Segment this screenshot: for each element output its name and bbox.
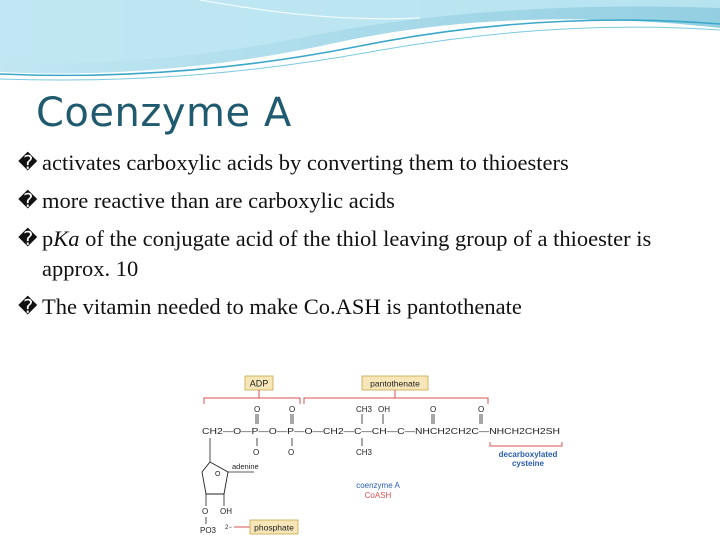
ribose-ring [202, 462, 228, 494]
oh-label: OH [378, 405, 390, 414]
ribose-oh-label: OH [220, 507, 232, 516]
po3-label: PO3 [200, 526, 217, 535]
bullet-text: The vitamin needed to make Co.ASH is pantothenate [42, 294, 522, 319]
adp-label: ADP [249, 378, 269, 389]
bullet-item [18, 224, 698, 284]
cysteine-label: cysteine [511, 459, 545, 468]
bullet-text: more reactive than are carboxylic acids [42, 188, 395, 213]
bullet-text: activates carboxylic acids by converting them to thioesters [42, 150, 569, 175]
bullet-item [18, 292, 698, 322]
bullet-marker: � [18, 152, 38, 174]
coenzyme-a-caption: coenzyme A [356, 481, 400, 490]
ch3-top-label: CH3 [356, 405, 373, 414]
bullet-text-rest: of the conjugate acid of the thiol leaving group of a thioester is approx. 10 [42, 226, 652, 281]
bullet-text-italic: Ka [53, 226, 80, 251]
bullet-list [18, 148, 698, 322]
oxygen-label: O [430, 405, 437, 414]
header-wave-decoration [0, 0, 720, 90]
main-chain-formula: CH2—O—P—O—P—O—CH2—C—CH—C—NHCH2CH2C—NHCH2CH2SH [202, 426, 560, 436]
bullet-marker: � [18, 190, 38, 212]
oxygen-label: O [478, 405, 485, 414]
adp-bracket [204, 398, 300, 404]
oxygen-label: O [289, 405, 296, 414]
ribose-o-label: O [202, 507, 209, 516]
oxygen-label: O [288, 448, 295, 457]
pantothenate-bracket [304, 398, 488, 404]
cysteine-bracket [490, 442, 562, 446]
decarboxylated-label: decarboxylated [498, 450, 558, 459]
adenine-label: adenine [232, 462, 259, 471]
pantothenate-label: pantothenate [370, 378, 420, 389]
oxygen-label: O [253, 448, 260, 457]
ring-oxygen-label: O [215, 471, 221, 478]
ch3-bottom-label: CH3 [356, 448, 373, 457]
bullet-marker: � [18, 296, 38, 318]
coenzyme-a-structure-figure [192, 362, 564, 540]
bullet-item [18, 186, 698, 216]
oxygen-label: O [254, 405, 261, 414]
bullet-item [18, 148, 698, 178]
svg-text:2−: 2− [225, 525, 232, 531]
coash-caption: CoASH [364, 491, 392, 500]
bullet-marker: � [18, 228, 38, 250]
slide-title: Coenzyme A [36, 90, 292, 136]
phosphate-label: phosphate [254, 522, 294, 533]
bullet-text-prefix: p [42, 226, 54, 251]
